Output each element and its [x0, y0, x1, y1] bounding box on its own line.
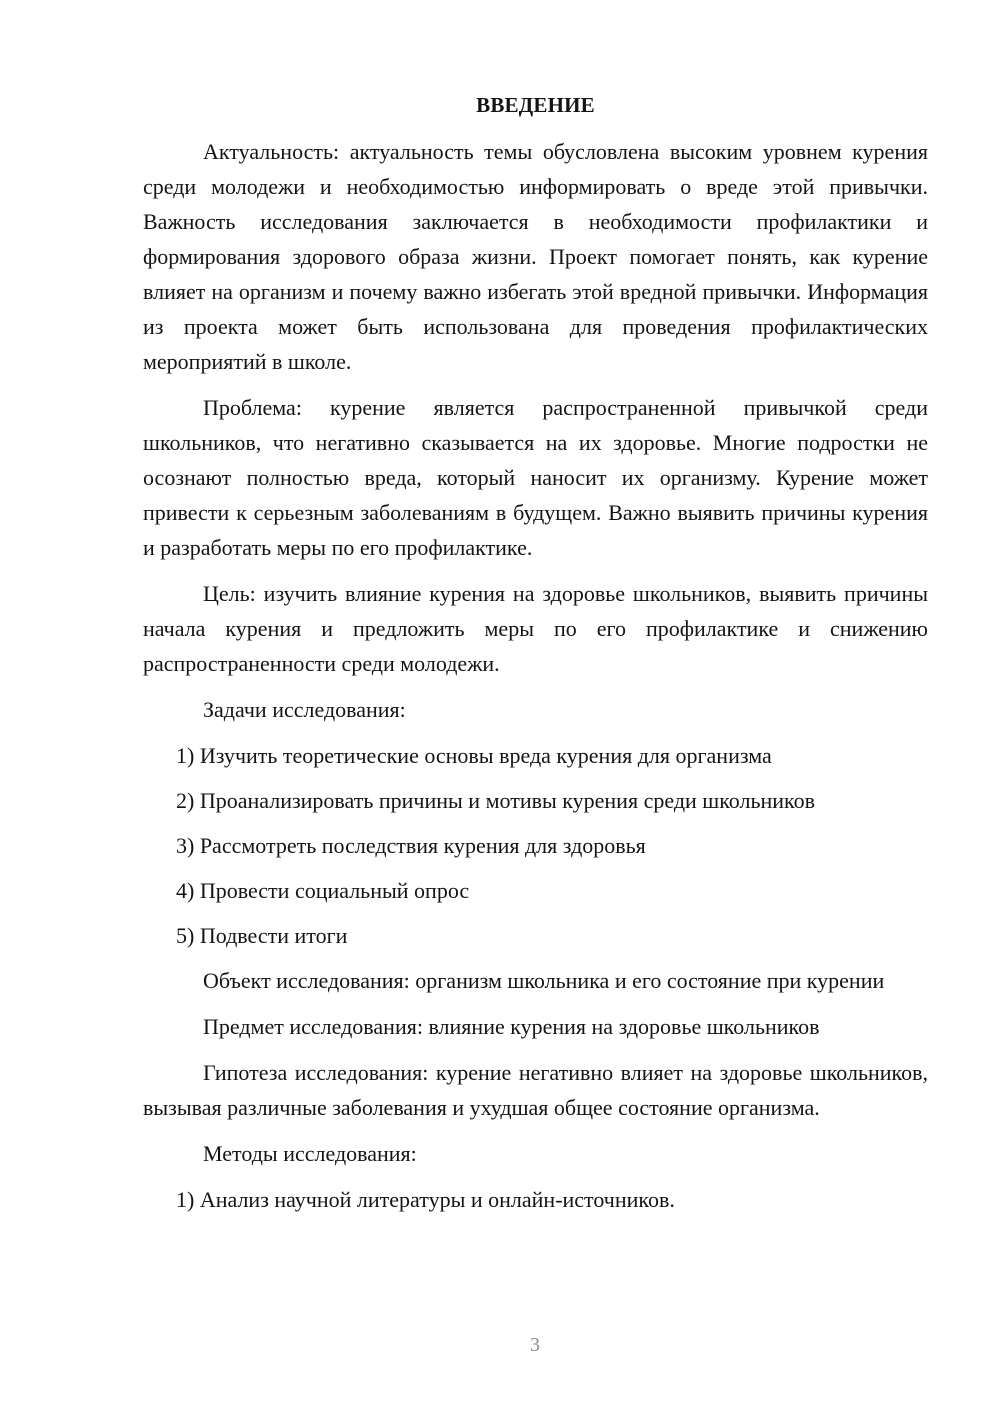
- task-item: 3) Рассмотреть последствия курения для здоровья: [176, 833, 646, 858]
- subject-paragraph: Предмет исследования: влияние курения на здоровье школьников: [203, 1014, 820, 1039]
- tasks-heading: Задачи исследования:: [203, 697, 406, 722]
- task-item: 2) Проанализировать причины и мотивы курения среди школьников: [176, 788, 816, 813]
- task-item: 4) Провести социальный опрос: [176, 878, 470, 903]
- task-item: 5) Подвести итоги: [176, 923, 348, 948]
- object-paragraph: Объект исследования: организм школьника и его состояние при курении: [203, 968, 885, 993]
- goal-paragraph: Цель: изучить влияние курения на здоровье школьников, выявить причины начала курения и предложить меры по его профилактике и снижению распространенности среди молодежи.: [143, 581, 928, 676]
- page-content: [143, 93, 928, 1227]
- section-title: ВВЕДЕНИЕ: [476, 93, 595, 117]
- methods-heading: Методы исследования:: [203, 1141, 417, 1166]
- relevance-paragraph: Актуальность: актуальность темы обусловлена высоким уровнем курения среди молодежи и необходимостью информировать о вреде этой привычки. Важность исследования заключается в необходимости профилактики и формирования здорового образа жизни. Проект помогает понять, как курение влияет на организм и почему важно избегать этой вредной привычки. Информация из проекта может быть использована для проведения профилактических мероприятий в школе.: [143, 139, 928, 374]
- hypothesis-paragraph: Гипотеза исследования: курение негативно влияет на здоровье школьников, вызывая различные заболевания и ухудшая общее состояние организма.: [143, 1060, 928, 1120]
- page-number: 3: [530, 1334, 540, 1356]
- problem-paragraph: Проблема: курение является распространенной привычкой среди школьников, что негативно сказывается на их здоровье. Многие подростки не осознают полностью вреда, который наносит их организму. Курение может привести к серьезным заболеваниям в будущем. Важно выявить причины курения и разработать меры по его профилактике.: [143, 395, 928, 560]
- task-item: 1) Изучить теоретические основы вреда курения для организма: [176, 743, 772, 768]
- method-item: 1) Анализ научной литературы и онлайн-источников.: [176, 1187, 675, 1212]
